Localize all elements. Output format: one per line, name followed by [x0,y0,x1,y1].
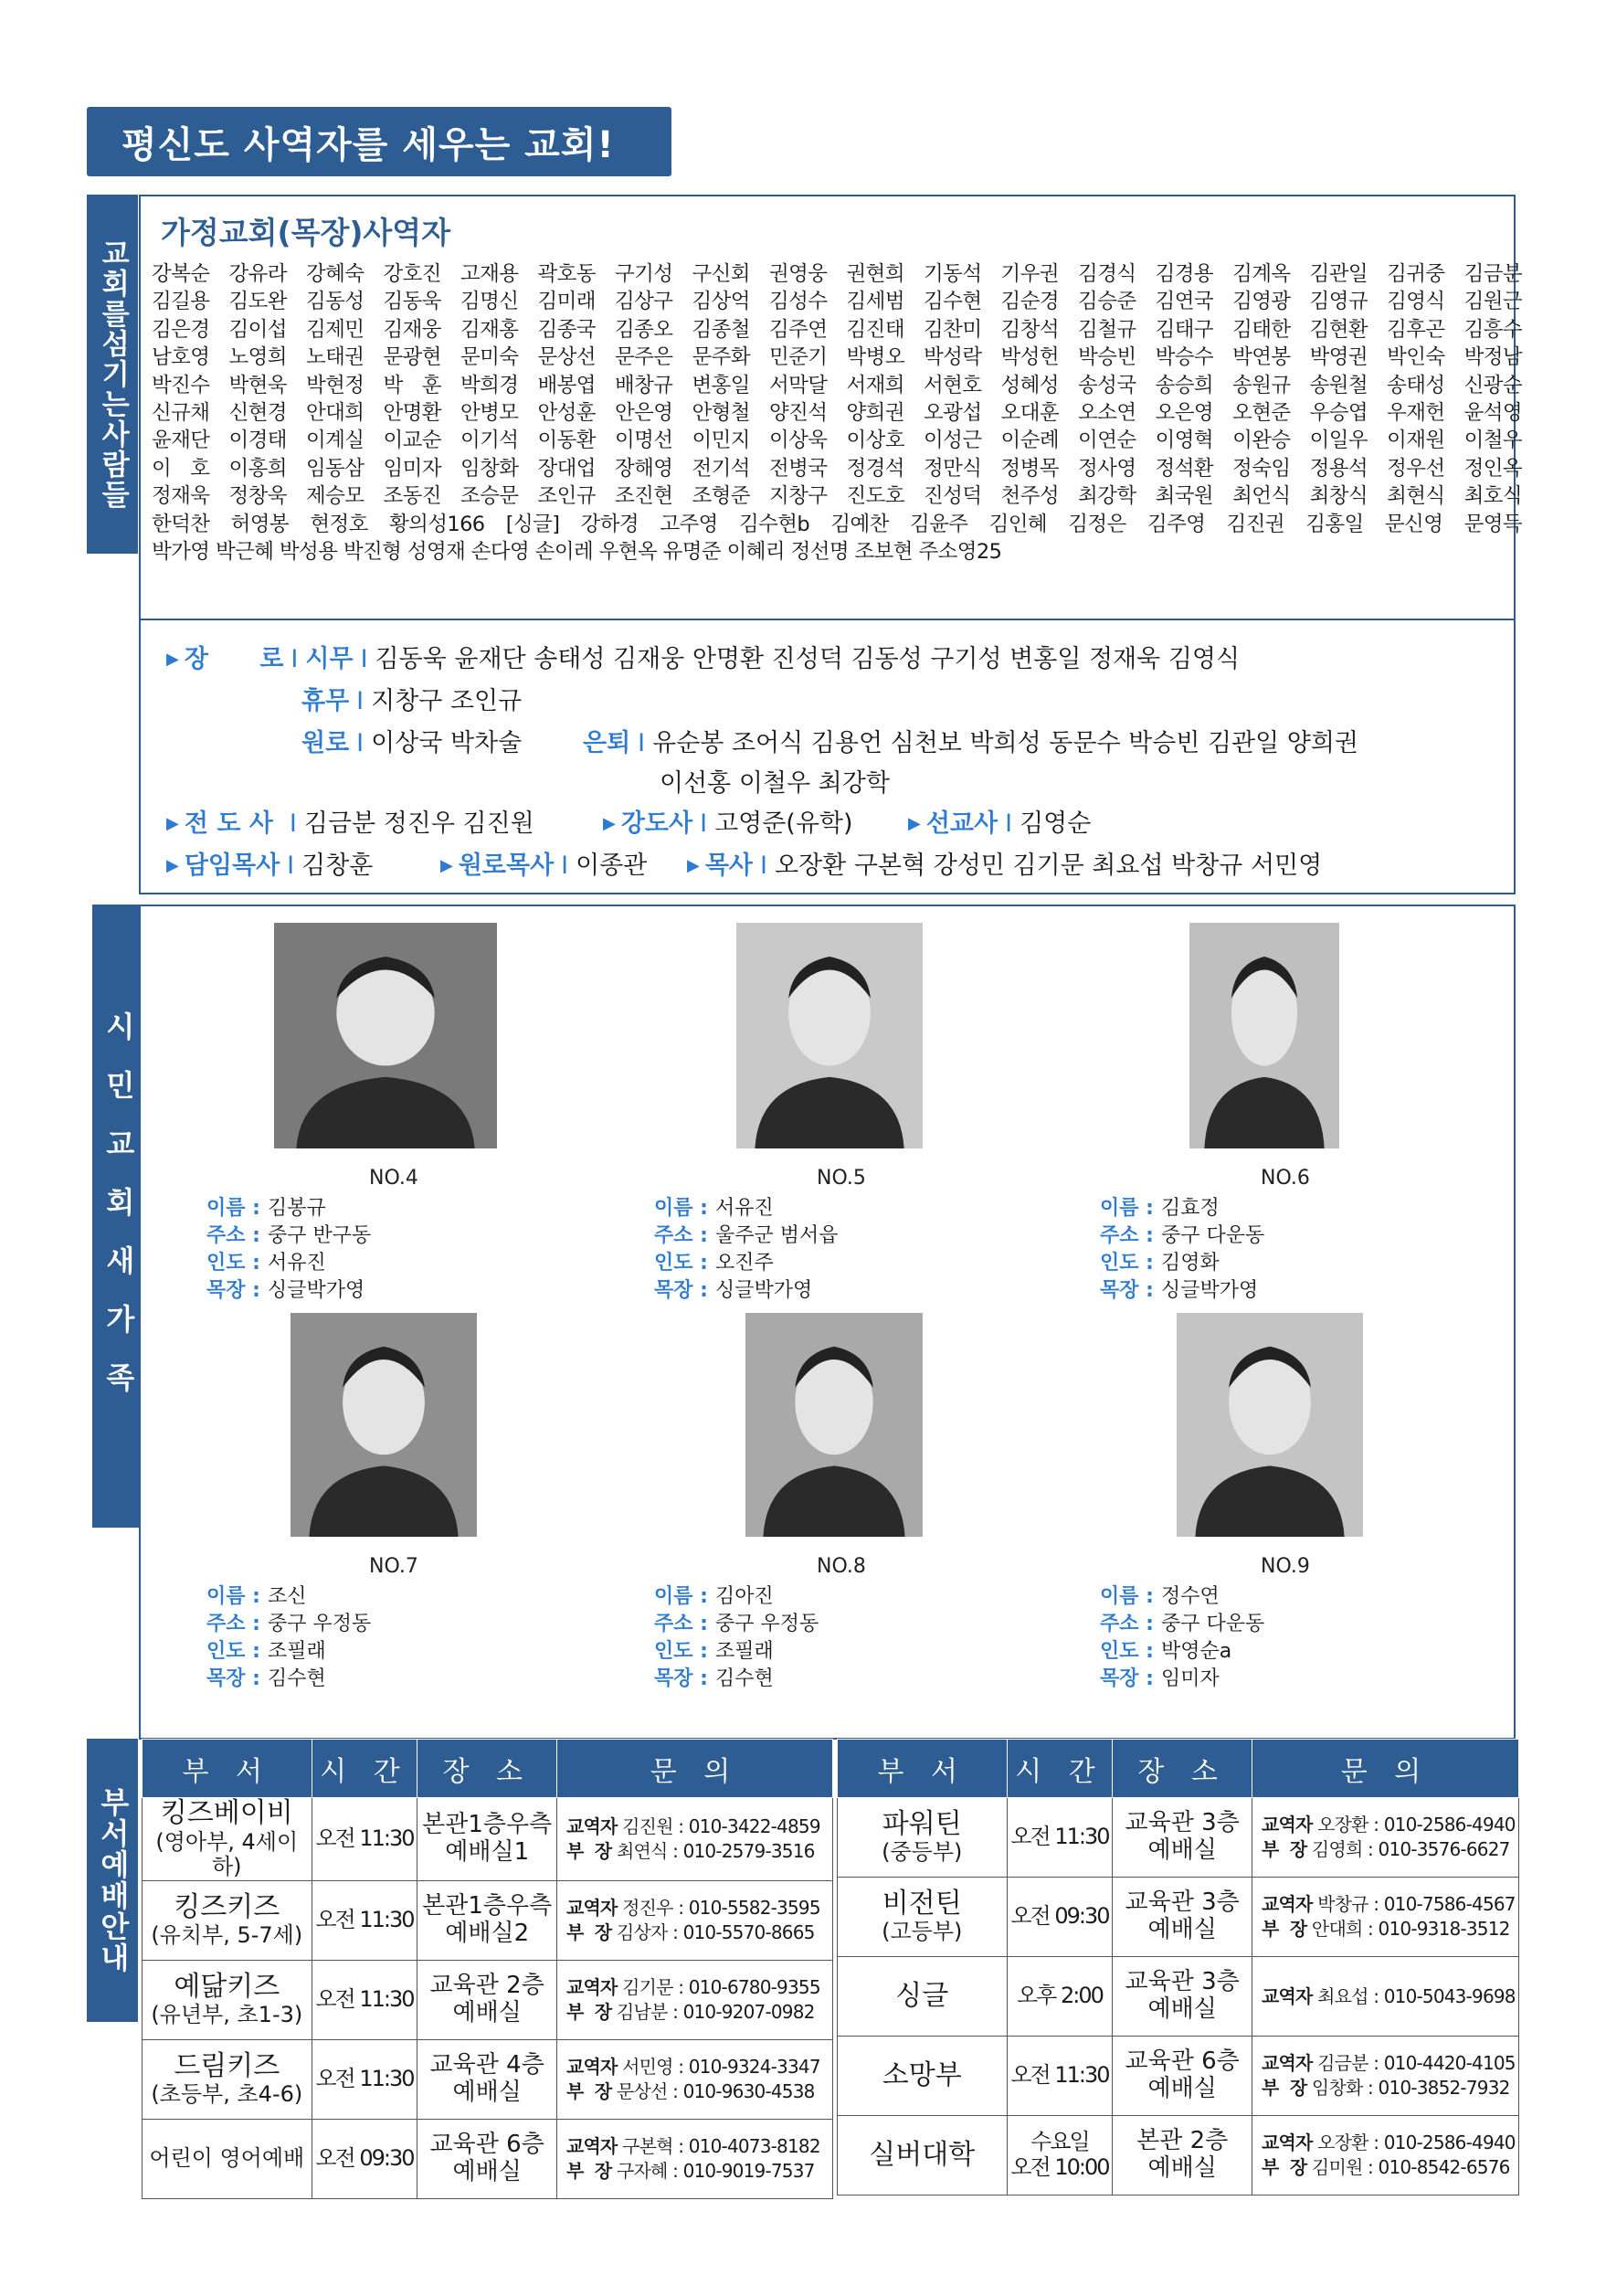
place-line: 예배실 [1147,2154,1217,2182]
dept-name: 파워틴 [882,1807,962,1840]
dept-cell [838,2037,1008,2116]
role-head: 부 장 [566,2079,612,2102]
dept-name: 소망부 [882,2058,962,2091]
header-cell: 장 소 [417,1740,557,1798]
member-line: 박가영 박근혜 박성용 박진형 성영재 손다영 손이레 우현옥 유명준 이혜리 정선명 조보현 주소영25 [152,540,1002,565]
member-line: 김은경 김이섭 김제민 김재웅 김재홍 김종국 김종오 김종철 김주연 김진태 김찬미 김창석 김철규 김태구 김태한 김현환 김후곤 김흥수 [152,317,1522,342]
schedule-row [143,1798,833,1881]
place-line: 교육관 3층 [1125,1968,1240,1996]
member-list [152,260,1522,566]
schedule-row [143,1960,833,2039]
place-line: 예배실 [1147,1916,1217,1943]
schedule-row [838,2037,1519,2116]
newcomer-address [654,1608,819,1636]
field-value: 중구 우정동 [714,1613,819,1635]
member-line: 남호영 노영희 노태권 문광현 문미숙 문상선 문주은 문주화 민준기 박병오 박성락 박성헌 박승빈 박승수 박연봉 박영권 박인숙 박정남 [152,345,1522,370]
role-head: 부 장 [566,1839,612,1862]
minister-contact: 정진우 : 010-5582-3595 [622,1896,820,1919]
field-value: 중구 반구동 [267,1224,372,1247]
elder-label: 장 로 [184,645,284,673]
newcomer-name [1100,1581,1220,1609]
newcomer-photo [736,923,923,1148]
time-cell [1007,1798,1113,1878]
field-value: 김수현 [714,1667,774,1690]
dept-name: 싱글 [895,1979,949,2012]
dept-sub: (고등부) [882,1919,963,1945]
field-value: 조신 [267,1585,307,1608]
head-contact: 김상자 : 010-5570-8665 [616,1920,815,1943]
page-title: 평신도 사역자를 세우는 교회! [87,107,671,176]
newcomer-address [654,1220,838,1248]
contact-cell [557,1880,833,1960]
contact-cell [557,2119,833,2198]
role-minister: 교역자 [566,1975,618,1998]
triangle-icon: ▶ [687,856,700,875]
newcomer-leader [654,1663,774,1691]
field-label: 이름 : [1100,1197,1154,1220]
newcomer-address [1100,1220,1264,1248]
dept-name: 드림키즈 [174,2049,280,2082]
time-cell [1007,2116,1113,2195]
newcomer-name [654,1192,774,1221]
time-value: 오전 11:30 [1010,2062,1109,2089]
newcomer-address [206,1220,371,1248]
newcomer-leader [206,1275,365,1303]
field-value: 서유진 [714,1197,774,1220]
dept-sub: (영아부, 4세이하) [155,1828,299,1880]
dept-name: 어린이 영어예배 [149,2144,305,2171]
role-minister: 교역자 [1261,2132,1313,2153]
dept-cell [838,1798,1008,1878]
retired-label: 은퇴 [583,729,631,757]
role-head: 부 장 [566,1920,612,1943]
role-minister: 교역자 [1261,1984,1313,2007]
field-label: 이름 : [654,1197,708,1220]
emeritus-label: 원로 [301,729,350,757]
contact-cell [1252,2037,1518,2116]
newcomer-photo [745,1313,923,1537]
newcomer-name [206,1581,306,1609]
field-label: 인도 : [654,1640,708,1663]
member-line: 김길용 김도완 김동성 김동욱 김명신 김미래 김상구 김상억 김성수 김세범 김수현 김순경 김승준 김연국 김영광 김영규 김영식 김원근 [152,290,1522,314]
header-cell: 장 소 [1113,1740,1252,1798]
place-line: 예배실 [1147,1995,1217,2023]
newcomer-number: NO.8 [817,1555,866,1578]
preacher: 고영준(유학) [714,809,853,838]
member-line: 이 호 이홍희 임동삼 임미자 임창화 장대업 장해영 전기석 전병국 정경석 정만식 정병목 정사영 정석환 정숙임 정용석 정우선 정인옥 [152,456,1522,481]
time-value: 오전 11:30 [315,2065,414,2091]
triangle-icon: ▶ [166,814,179,833]
retired-row-2 [660,763,890,799]
time-value: 오전 10:00 [1010,2154,1109,2180]
newcomer-leader [1100,1663,1220,1691]
field-label: 목장 : [1100,1667,1154,1690]
dept-cell [838,2116,1008,2195]
field-value: 오진주 [714,1252,774,1275]
dept-name: 킹즈베이비 [160,1797,293,1829]
contact-cell [557,1798,833,1881]
field-value: 김봉규 [267,1197,326,1220]
header-cell: 시 간 [312,1740,417,1798]
field-label: 인도 : [206,1252,260,1275]
emeritus-elders: 이상국 박차술 [371,729,523,757]
contact-cell [557,1960,833,2039]
newcomer-guide [1100,1635,1231,1664]
header-cell: 부 서 [143,1740,312,1798]
role-head: 부 장 [1261,2077,1307,2099]
newcomer-leader [206,1663,326,1691]
field-value: 중구 다운동 [1160,1224,1265,1247]
place-cell [1113,1878,1252,1957]
place-line: 예배실 [452,1998,522,2026]
triangle-icon: ▶ [440,856,453,875]
active-label: 시무 [305,645,354,673]
family-tab-label: 시민교회새가족 [100,1011,136,1421]
place-line: 예배실 [1147,1836,1217,1864]
field-label: 인도 : [1100,1640,1154,1663]
minister-contact: 박창규 : 010-7586-4567 [1317,1893,1516,1915]
pastor-row: ▶ 목사 I 오장환 구본혁 강성민 김기문 최요섭 박창규 서민영 [687,852,1323,880]
time-cell [312,1798,417,1881]
dept-cell [838,1878,1008,1957]
emeritus-pastor-row: ▶ 원로목사 I 이종관 [440,852,648,880]
place-cell [1113,2037,1252,2116]
role-minister: 교역자 [566,1815,618,1837]
contact-cell [1252,1878,1518,1957]
schedule-row [143,1880,833,1960]
head-contact: 임창화 : 010-3852-7932 [1311,2077,1510,2099]
contact-cell [1252,2116,1518,2195]
retired-elders-2: 이선홍 이철우 최강학 [660,769,890,798]
head-contact: 안대희 : 010-9318-3512 [1311,1918,1510,1940]
role-head: 부 장 [566,2159,612,2182]
place-line: 교육관 2층 [429,1971,544,1999]
pastor-label: 목사 [704,852,754,880]
place-line: 본관 2층 [1136,2127,1229,2155]
header-cell: 문 의 [1252,1740,1518,1798]
place-line: 본관1층우측 [422,1891,553,1920]
newcomer-photo [291,1313,477,1537]
field-label: 주소 : [654,1613,708,1635]
senior-pastor-label: 담임목사 [184,852,280,880]
place-line: 교육관 3층 [1125,1809,1240,1837]
head-contact: 김영희 : 010-3576-6627 [1311,1838,1510,1860]
preacher-label: 강도사 [620,809,693,838]
member-line: 신규채 신현경 안대희 안명환 안병모 안성훈 안은영 안형철 양진석 양희권 오광섭 오대훈 오소연 오은영 오현준 우승엽 우재헌 윤석영 [152,401,1522,426]
field-value: 중구 다운동 [1160,1613,1265,1635]
time-value: 오전 11:30 [1010,1824,1109,1850]
leave-label: 휴무 [301,687,350,715]
triangle-icon: ▶ [908,814,921,833]
time-value: 오전 11:30 [315,1906,414,1932]
place-line: 예배실1 [445,1837,530,1866]
field-label: 이름 : [1100,1585,1154,1608]
time-value: 오후 2:00 [1016,1983,1103,2009]
place-cell [417,1798,557,1881]
emeritus-pastor: 이종관 [576,852,648,880]
newcomer-guide [206,1247,326,1275]
place-line: 예배실 [1147,2075,1217,2102]
header-cell: 문 의 [557,1740,833,1798]
servants-tab-label: 교회를섬기는사람들 [96,238,130,510]
dept-sub: (유년부, 초1-3) [151,2002,303,2028]
role-minister: 교역자 [1261,1814,1313,1836]
schedule-row [838,1878,1519,1957]
time-value: 오전 09:30 [315,2144,414,2171]
schedule-row [143,2119,833,2198]
newcomer-number: NO.7 [369,1555,418,1578]
schedule-table-left [142,1739,833,2199]
emeritus-pastor-label: 원로목사 [458,852,555,880]
role-head: 부 장 [1261,1918,1307,1940]
member-line: 강복순 강유라 강혜숙 강호진 고재용 곽호동 구기성 구신회 권영웅 권현희 기동석 기우권 김경식 김경용 김계옥 김관일 김귀중 김금분 [152,262,1522,286]
elder-row: ▶ 장 로 I 시무 I 김동욱 윤재단 송태성 김재웅 안명환 진성덕 김동성 구기성 변홍일 정재욱 김영식 [166,645,1241,673]
minister-contact: 김진원 : 010-3422-4859 [622,1815,820,1837]
member-line: 한덕찬 허영봉 현정호 황의성166 [싱글] 강하경 고주영 김수현b 김예찬 김윤주 김인혜 김정은 김주영 김진권 김홍일 문신영 문영득 [152,512,1522,536]
newcomer-guide [1100,1247,1220,1275]
emeritus-row: 원로 I 이상국 박차술 [301,729,523,757]
field-label: 인도 : [654,1252,708,1275]
servants-tab [87,195,138,554]
newcomer-guide [654,1635,774,1664]
dept-name: 실버대학 [869,2138,976,2171]
schedule-row [838,1957,1519,2037]
time-cell [1007,1878,1113,1957]
head-contact: 최연식 : 010-2579-3516 [616,1839,815,1862]
field-label: 주소 : [206,1613,260,1635]
time-cell [1007,1957,1113,2037]
field-label: 이름 : [206,1585,260,1608]
place-line: 예배실 [452,2078,522,2106]
role-head: 부 장 [1261,1838,1307,1860]
time-value: 오전 11:30 [315,1985,414,2012]
time-cell [312,2039,417,2119]
active-elders: 김동욱 윤재단 송태성 김재웅 안명환 진성덕 김동성 구기성 변홍일 정재욱 김영식 [375,645,1241,673]
schedule-row [838,2116,1519,2195]
place-line: 예배실 [452,2157,522,2185]
staff-box [139,619,1516,894]
newcomer-address [206,1608,371,1636]
missionary: 김영순 [1020,809,1092,838]
field-value: 김아진 [714,1585,774,1608]
dept-cell [143,1798,312,1881]
dept-name: 비전틴 [882,1887,962,1920]
field-value: 조필래 [714,1640,774,1663]
role-minister: 교역자 [566,2055,618,2078]
contact-cell [557,2039,833,2119]
pastors: 오장환 구본혁 강성민 김기문 최요섭 박창규 서민영 [774,852,1323,880]
place-cell [1113,2116,1252,2195]
family-tab [92,905,143,1528]
place-line: 본관1층우측 [422,1810,553,1838]
field-label: 이름 : [206,1197,260,1220]
field-label: 목장 : [206,1279,260,1302]
time-value: 오전 09:30 [1010,1903,1109,1930]
field-value: 울주군 범서읍 [714,1224,839,1247]
dept-name: 킹즈키즈 [174,1890,280,1923]
field-label: 주소 : [654,1224,708,1247]
newcomer-number: NO.6 [1261,1167,1310,1190]
dept-cell [143,1880,312,1960]
newcomer-name [1100,1192,1220,1221]
newcomer-photo [1177,1313,1363,1537]
field-label: 주소 : [1100,1613,1154,1635]
role-head: 부 장 [1261,2156,1307,2178]
head-contact: 김미원 : 010-8542-6576 [1311,2156,1510,2178]
field-label: 목장 : [1100,1279,1154,1302]
dept-cell [838,1957,1008,2037]
field-label: 이름 : [654,1585,708,1608]
role-minister: 교역자 [1261,1893,1313,1915]
members-box [139,195,1522,620]
minister-contact: 김금분 : 010-4420-4105 [1317,2052,1516,2074]
schedule-table-right [837,1739,1519,2195]
newcomer-address [1100,1608,1264,1636]
missionary-label: 선교사 [925,809,998,838]
leave-row: 휴무 I 지창구 조인규 [301,687,523,715]
newcomer-number: NO.5 [817,1167,866,1190]
missionary-row: ▶ 선교사 I 김영순 [908,809,1092,838]
triangle-icon: ▶ [166,650,179,669]
field-value: 정수연 [1160,1585,1220,1608]
field-value: 김영화 [1160,1252,1220,1275]
newcomers-box [139,905,1516,1740]
role-minister: 교역자 [566,2134,618,2157]
time-cell [312,1960,417,2039]
field-label: 목장 : [654,1667,708,1690]
contact-cell [1252,1957,1518,2037]
member-line: 윤재단 이경태 이계실 이교순 이기석 이동환 이명선 이민지 이상욱 이상호 이성근 이순례 이연순 이영혁 이완승 이일우 이재원 이철우 [152,429,1522,453]
minister-contact: 김기문 : 010-6780-9355 [622,1975,820,1998]
head-contact: 구자혜 : 010-9019-7537 [616,2159,815,2182]
field-value: 싱글박가영 [1160,1279,1259,1302]
field-label: 목장 : [654,1279,708,1302]
evangelists: 김금분 정진우 김진원 [303,809,534,838]
newcomer-photo [1189,923,1339,1148]
schedule-tab-label: 부서예배안내 [95,1787,131,1973]
senior-pastor-row: ▶ 담임목사 I 김창훈 [166,852,374,880]
field-value: 서유진 [267,1252,326,1275]
dept-cell [143,2119,312,2198]
field-label: 목장 : [206,1667,260,1690]
role-head: 부 장 [566,2000,612,2023]
place-cell [417,1880,557,1960]
newcomer-guide [654,1247,774,1275]
dept-sub: (초등부, 초4-6) [151,2081,303,2108]
newcomer-name [654,1581,774,1609]
head-contact: 문상선 : 010-9630-4538 [616,2079,815,2102]
schedule-tab [87,1739,138,2022]
minister-contact: 서민영 : 010-9324-3347 [622,2055,820,2078]
role-minister: 교역자 [1261,2052,1313,2074]
place-cell [1113,1798,1252,1878]
field-value: 김수현 [267,1667,326,1690]
members-heading: 가정교회(목장)사역자 [161,215,451,250]
time-cell [312,1880,417,1960]
triangle-icon: ▶ [166,856,179,875]
dept-cell [143,1960,312,2039]
field-value: 중구 우정동 [267,1613,372,1635]
field-label: 주소 : [1100,1224,1154,1247]
newcomer-photo [274,923,497,1148]
schedule-row [143,2039,833,2119]
header-cell: 부 서 [838,1740,1008,1798]
place-line: 교육관 6층 [429,2130,544,2158]
place-line: 예배실2 [445,1919,530,1947]
field-label: 인도 : [206,1640,260,1663]
minister-contact: 최요섭 : 010-5043-9698 [1317,1984,1516,2007]
preacher-row: ▶ 강도사 I 고영준(유학) [603,809,853,838]
place-cell [417,2119,557,2198]
senior-pastor: 김창훈 [301,852,374,880]
dept-name: 예닮키즈 [174,1970,280,2003]
retired-elders-1: 유순봉 조어식 김용언 심천보 박희성 동문수 박승빈 김관일 양희권 [652,729,1359,757]
place-cell [417,1960,557,2039]
field-value: 김효정 [1160,1197,1220,1220]
contact-cell [1252,1798,1518,1878]
field-value: 박영순a [1160,1640,1232,1663]
time-value: 오전 11:30 [315,1825,414,1852]
leave-elders: 지창구 조인규 [371,687,523,715]
place-line: 교육관 3층 [1125,1889,1240,1917]
place-line: 교육관 6층 [1125,2047,1240,2076]
dept-cell [143,2039,312,2119]
minister-contact: 구본혁 : 010-4073-8182 [622,2134,820,2157]
newcomer-name [206,1192,326,1221]
minister-contact: 오장환 : 010-2586-4940 [1317,1814,1516,1836]
time-day: 수요일 [1030,2129,1089,2155]
role-minister: 교역자 [566,1896,618,1919]
field-value: 싱글박가영 [267,1279,365,1302]
header-cell: 시 간 [1007,1740,1113,1798]
dept-sub: (중등부) [882,1839,963,1866]
member-line: 정재욱 정창욱 제승모 조동진 조승문 조인규 조진현 조형준 지창구 진도호 진성덕 천주성 최강학 최국원 최언식 최창식 최현식 최호식 [152,484,1522,509]
field-value: 임미자 [1160,1667,1220,1690]
time-cell [312,2119,417,2198]
member-line: 박진수 박현욱 박현정 박 훈 박희경 배봉엽 배창규 변홍일 서막달 서재희 서현호 성혜성 송성국 송승희 송원규 송원철 송태성 신광순 [152,373,1522,397]
head-contact: 김남분 : 010-9207-0982 [616,2000,815,2023]
newcomer-number: NO.9 [1261,1555,1310,1578]
place-line: 교육관 4층 [429,2050,544,2079]
retired-row: 은퇴 I 유순봉 조어식 김용언 심천보 박희성 동문수 박승빈 김관일 양희권 [583,729,1359,757]
schedule-row [838,1798,1519,1878]
field-value: 싱글박가영 [714,1279,813,1302]
newcomer-guide [206,1635,326,1664]
evangelist-row: ▶ 전 도 사 I 김금분 정진우 김진원 [166,809,534,838]
place-cell [1113,1957,1252,2037]
newcomer-leader [654,1275,812,1303]
place-cell [417,2039,557,2119]
triangle-icon: ▶ [603,814,616,833]
field-label: 인도 : [1100,1252,1154,1275]
newcomer-number: NO.4 [369,1167,418,1190]
evangelist-label: 전 도 사 [184,809,273,838]
newcomer-leader [1100,1275,1258,1303]
field-label: 주소 : [206,1224,260,1247]
time-cell [1007,2037,1113,2116]
minister-contact: 오장환 : 010-2586-4940 [1317,2132,1516,2153]
dept-sub: (유치부, 5-7세) [151,1922,303,1949]
field-value: 조필래 [267,1640,326,1663]
